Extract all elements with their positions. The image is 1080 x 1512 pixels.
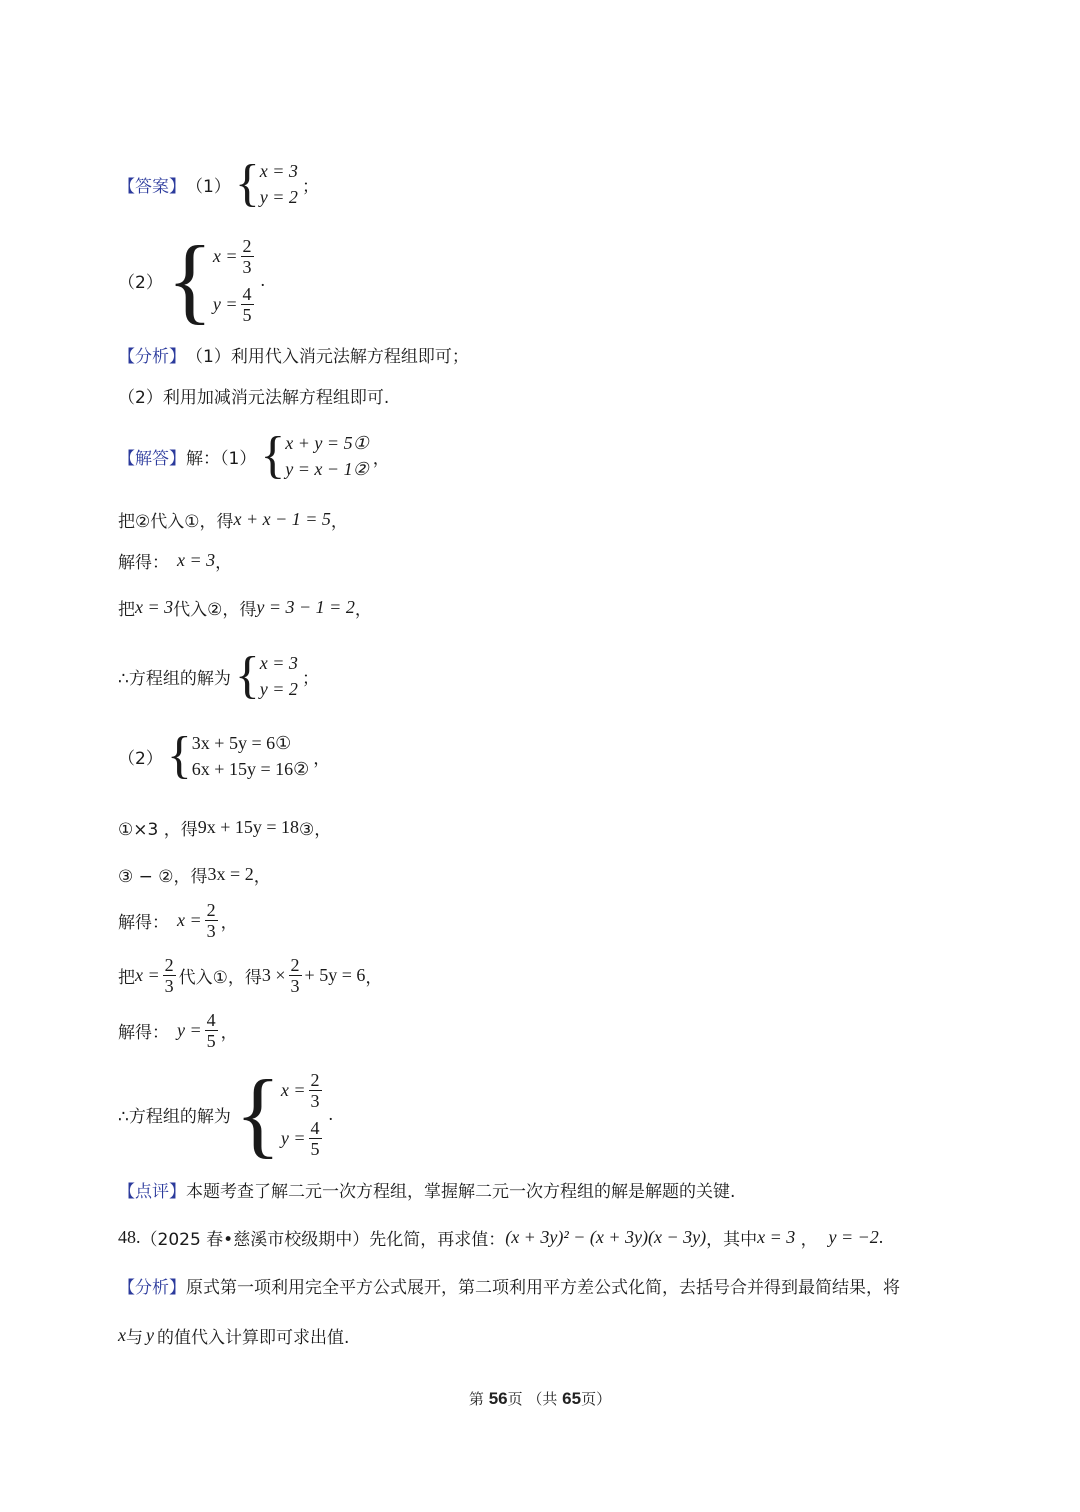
step-text: 把 (118, 600, 135, 620)
math: x (118, 1325, 126, 1345)
equation-system (166, 727, 310, 784)
fraction (241, 236, 254, 277)
fraction (241, 284, 254, 325)
math: x = (135, 965, 160, 985)
analysis-text: 与 (126, 1328, 143, 1348)
denominator: 3 (164, 976, 174, 996)
brace-icon: { (234, 155, 260, 212)
part-label: （2） (118, 272, 163, 293)
punct: ； (301, 668, 319, 689)
page-number: 56 (488, 1389, 508, 1408)
brace-icon: { (166, 727, 192, 784)
equation: 6x + 15y = 16② (191, 758, 310, 779)
question-text: ，其中 (706, 1230, 758, 1250)
fraction (205, 1010, 218, 1051)
comment-tag: 【点评】 (118, 1182, 186, 1202)
denominator: 5 (310, 1138, 320, 1159)
math: x + x − 1 = 5 (233, 509, 331, 529)
analysis-tag: 【分析】 (118, 347, 186, 367)
math: y = 3 − 1 = 2 (256, 597, 355, 617)
step-text: 解得： (118, 553, 169, 573)
equation-system (260, 427, 369, 484)
punct: ； (301, 176, 319, 197)
math: x = 3 (757, 1227, 796, 1247)
numerator: 4 (242, 283, 252, 304)
analysis-line-2 (118, 383, 389, 408)
numerator: 4 (206, 1010, 216, 1030)
math: x = (280, 1079, 306, 1100)
conclusion-text: ∴方程组的解为 (118, 668, 231, 689)
solution-step-3 (118, 595, 372, 620)
solution-line-1 (118, 427, 390, 484)
fraction (309, 1118, 322, 1159)
punct: ， (795, 1230, 829, 1250)
equation: y = 2 (259, 678, 298, 699)
solution-step-4 (118, 815, 331, 840)
fraction (289, 955, 302, 996)
punct: ， (372, 448, 390, 469)
numerator: 2 (242, 235, 252, 256)
step-text: 代入①，得 (178, 968, 262, 988)
denominator: 3 (290, 976, 300, 996)
denominator: 3 (310, 1090, 320, 1111)
answer-line-1 (118, 155, 319, 212)
fraction (163, 955, 176, 996)
solution-step-5 (118, 862, 271, 887)
numerator: 4 (310, 1117, 320, 1138)
analysis48-line-1 (118, 1273, 900, 1298)
analysis-text: （2）利用加减消元法解方程组即可. (118, 388, 390, 408)
brace-icon: { (234, 1060, 281, 1167)
math: y = (212, 293, 238, 314)
question-source: （2025 春•慈溪市校级期中） (140, 1230, 370, 1250)
punct: ， (313, 748, 331, 769)
solution-step-6 (118, 900, 238, 941)
comment-line (118, 1177, 735, 1202)
punct: ， (253, 867, 271, 887)
step-text: 解得： (118, 913, 169, 933)
equation: x + y = 5① (285, 432, 369, 453)
brace-icon: { (260, 427, 286, 484)
math: y (146, 1325, 154, 1345)
footer-text: 页 （共 (507, 1390, 563, 1408)
math: x = (212, 245, 238, 266)
punct: ， (365, 968, 383, 988)
answer-tag: 【答案】 (118, 176, 186, 197)
footer-text: 页） (581, 1390, 612, 1408)
fraction (309, 1070, 322, 1111)
denominator: 3 (206, 921, 216, 941)
punct: ， (215, 553, 233, 573)
denominator: 5 (242, 304, 252, 325)
equation: x = 3 (259, 160, 298, 181)
solution-step-8 (118, 1010, 238, 1051)
punct: . (328, 1103, 334, 1124)
punct: ， (354, 600, 372, 620)
numerator: 2 (164, 955, 174, 975)
denominator: 5 (206, 1031, 216, 1051)
solution-conclusion-1 (118, 647, 319, 704)
equation-system (234, 647, 298, 704)
analysis-text: （1）利用代入消元法解方程组即可； (186, 347, 469, 367)
solution-step-1 (118, 507, 348, 532)
equation: y = x − 1② (285, 458, 369, 479)
math: 3x = 2 (207, 864, 254, 884)
footer-text: 第 (468, 1390, 489, 1408)
math-expression: (x + 3y)² − (x + 3y)(x − 3y) (505, 1227, 707, 1247)
analysis-text: 原式第一项利用完全平方公式展开，第二项利用平方差公式化简，去括号合并得到最简结果，将 (186, 1278, 900, 1298)
punct: ， (220, 913, 238, 933)
brace-icon: { (166, 226, 213, 333)
math: x = (177, 910, 202, 930)
punct: . (260, 269, 266, 290)
equation: 3x + 5y = 6① (191, 732, 292, 753)
solution-step-2 (118, 548, 232, 573)
punct: ， (330, 512, 348, 532)
comment-text: 本题考查了解二元一次方程组，掌握解二元一次方程组的解是解题的关键. (186, 1182, 736, 1202)
step-text: ③， (299, 820, 332, 840)
question-number: 48. (118, 1227, 141, 1247)
analysis-tag: 【分析】 (118, 1278, 186, 1298)
equation: y = 2 (259, 186, 298, 207)
question-48 (118, 1225, 883, 1250)
math: y = −2 (828, 1227, 879, 1247)
analysis-text: 的值代入计算即可求出值. (157, 1328, 350, 1348)
equation: x = 3 (259, 652, 298, 673)
math: x = 3 (177, 550, 216, 570)
equation-system (234, 155, 298, 212)
step-text: 把②代入①，得 (118, 512, 234, 532)
step-text: ③ − ②，得 (118, 867, 208, 887)
solution-intro: 解：（1） (186, 448, 257, 469)
punct: . (878, 1227, 884, 1247)
math: + 5y = 6 (304, 965, 366, 985)
step-text: 代入②，得 (173, 600, 257, 620)
answer-line-2 (118, 226, 266, 333)
analysis-line-1 (118, 342, 469, 367)
equation-system (234, 1060, 325, 1167)
step-text: 解得： (118, 1023, 169, 1043)
page-total: 65 (562, 1389, 582, 1408)
page-footer (0, 1388, 1080, 1409)
numerator: 2 (310, 1069, 320, 1090)
solution-part-2 (118, 727, 331, 784)
conclusion-text: ∴方程组的解为 (118, 1106, 231, 1127)
punct: ， (220, 1023, 238, 1043)
analysis48-line-2 (118, 1323, 349, 1348)
numerator: 2 (206, 900, 216, 920)
math: 3 × (261, 965, 286, 985)
denominator: 3 (242, 256, 252, 277)
step-text: ①×3 ，得 (118, 820, 198, 840)
math: 9x + 15y = 18 (197, 817, 300, 837)
solution-tag: 【解答】 (118, 448, 186, 469)
part-label: （2） (118, 748, 163, 769)
part-label: （1） (186, 176, 231, 197)
solution-step-7 (118, 955, 382, 996)
math: x = 3 (135, 597, 174, 617)
numerator: 2 (290, 955, 300, 975)
question-prompt: 先化简，再求值： (369, 1230, 506, 1250)
equation-system (166, 226, 257, 333)
math: y = (177, 1020, 202, 1040)
brace-icon: { (234, 647, 260, 704)
math: y = (280, 1127, 306, 1148)
solution-conclusion-2 (118, 1060, 334, 1167)
step-text: 把 (118, 968, 135, 988)
fraction (205, 900, 218, 941)
